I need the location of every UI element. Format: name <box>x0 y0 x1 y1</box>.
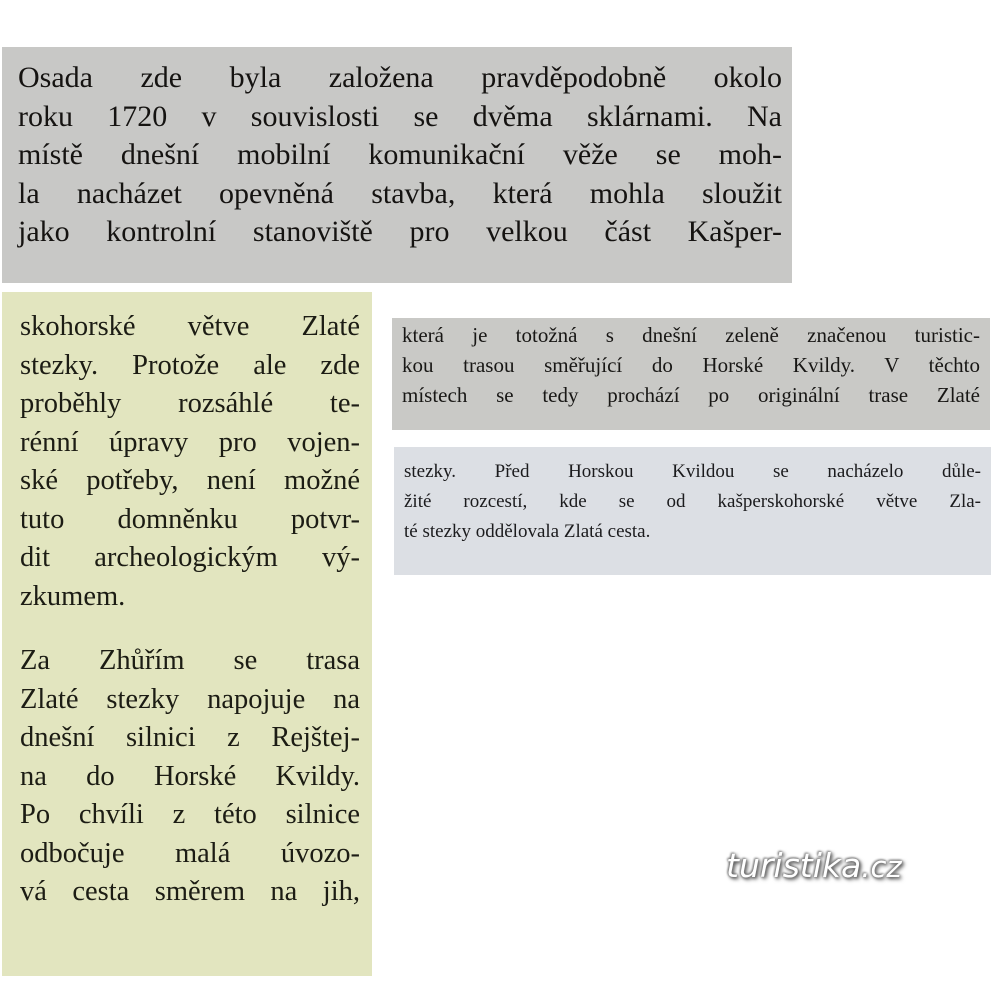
text-line: vá cesta směrem na jih, <box>20 876 360 907</box>
text-line: odbočuje malá úvozo- <box>20 837 360 869</box>
text-line: roku 1720 v souvislosti se dvěma sklárnami. Na <box>18 99 782 133</box>
text-line: dit archeologickým vý- <box>20 542 360 573</box>
text-line: místech se tedy prochází po originální trase Zlaté <box>402 383 980 407</box>
text-line: ské potřeby, není možné <box>20 465 360 496</box>
text-line: Osada zde byla založena pravděpodobně okolo <box>18 61 782 94</box>
text-line: stezky. Před Horskou Kvildou se nacházelo důle- <box>404 461 981 482</box>
text-line: skohorské větve Zlaté <box>20 311 360 342</box>
watermark-suffix: .cz <box>861 850 902 884</box>
clipping-top <box>2 47 792 283</box>
text-line: na do Horské Kvildy. <box>20 760 360 792</box>
text-line: Za Zhůřím se trasa <box>20 645 360 676</box>
text-line: tuto domněnku potvr- <box>20 503 360 535</box>
text-line: Po chvíli z této silnice <box>20 799 360 830</box>
text-line: zkumem. <box>20 580 126 612</box>
turistika-watermark <box>726 846 902 885</box>
clipping-right-bottom <box>394 447 991 575</box>
text-line: la nacházet opevněná stavba, která mohla sloužit <box>18 176 782 210</box>
text-line: jako kontrolní stanoviště pro velkou část Kašper- <box>18 215 782 249</box>
watermark-text: turistika <box>726 846 862 885</box>
text-line: rénní úpravy pro vojen- <box>20 426 360 458</box>
paragraph-gap <box>20 616 360 642</box>
text-line: proběhly rozsáhlé te- <box>20 388 360 419</box>
text-line: kou trasou směřující do Horské Kvildy. V těchto <box>402 353 980 377</box>
text-line: stezky. Protože ale zde <box>20 349 360 381</box>
text-line: žité rozcestí, kde se od kašperskohorské větve Zla- <box>404 491 981 512</box>
clipping-right-top <box>392 318 990 430</box>
clipping-left-column <box>2 292 372 976</box>
text-line: Zlaté stezky napojuje na <box>20 683 360 715</box>
text-line: dnešní silnici z Rejštej- <box>20 722 360 753</box>
text-line: která je totožná s dnešní zeleně značenou turistic- <box>402 323 980 347</box>
text-line: místě dnešní mobilní komunikační věže se moh- <box>18 138 782 172</box>
text-line: té stezky oddělovala Zlatá cesta. <box>404 521 651 542</box>
